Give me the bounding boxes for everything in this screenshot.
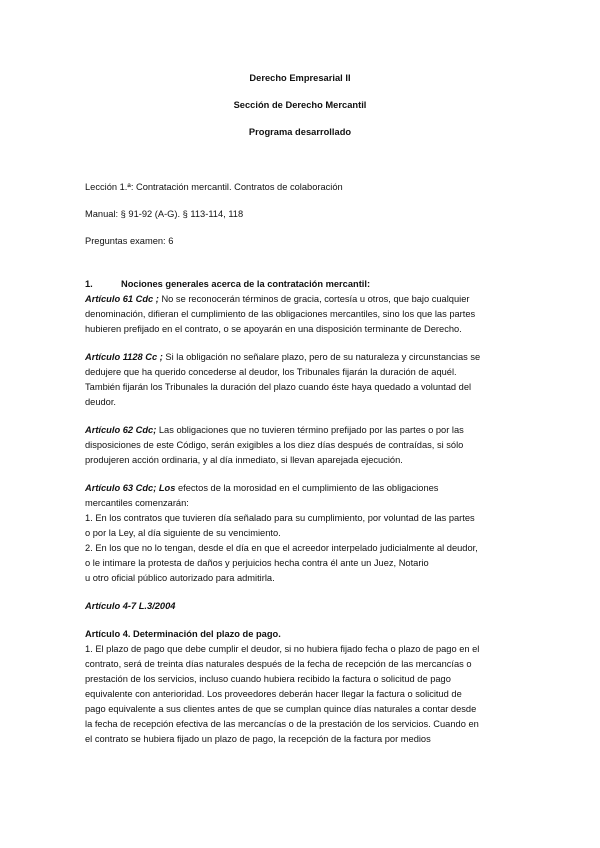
article-line: 2. En los que no lo tengan, desde el día en que el acreedor interpelado judicialmente al deudor, bbox=[85, 543, 478, 553]
article-61 bbox=[85, 292, 515, 337]
article-ref: Artículo 62 Cdc; bbox=[85, 425, 157, 435]
article-line: o por la Ley, al día siguiente de su vencimiento. bbox=[85, 528, 281, 538]
article-line: disposiciones de este Código, serán exigibles a los diez días después de contraídas, si sólo bbox=[85, 440, 464, 450]
article-title: Artículo 4. Determinación del plazo de pago. bbox=[85, 629, 281, 639]
document-subtitle: Sección de Derecho Mercantil bbox=[233, 100, 367, 110]
article-line: prestación de los servicios, incluso cuando hubiera recibido la factura o solicitud de pago bbox=[85, 674, 451, 684]
article-line: denominación, difieran el cumplimiento de las obligaciones mercantiles, sino los que las partes bbox=[85, 309, 476, 319]
section-heading bbox=[85, 277, 515, 292]
article-line: mercantiles comenzarán: bbox=[85, 498, 189, 508]
article-ref: Artículo 1128 Cc ; bbox=[85, 352, 163, 362]
lesson-title: Lección 1.ª: Contratación mercantil. Contratos de colaboración bbox=[85, 182, 343, 192]
article-ref: Artículo 63 Cdc; Los bbox=[85, 483, 176, 493]
article-line: contrato, será de treinta días naturales después de la fecha de recepción de las mercancías o bbox=[85, 659, 472, 669]
article-line: 1. El plazo de pago que debe cumplir el deudor, si no hubiera fijado fecha o plazo de pago en el bbox=[85, 644, 480, 654]
article-line: u otro oficial público autorizado para admitirla. bbox=[85, 573, 275, 583]
document-program: Programa desarrollado bbox=[248, 127, 352, 137]
article-line: la fecha de recepción efectiva de las mercancías o de la prestación de los servicios. Cuando en bbox=[85, 719, 479, 729]
section-number: 1. bbox=[85, 279, 93, 289]
article-line: Artículo 61 Cdc ; No se reconocerán términos de gracia, cortesía u otros, que bajo cualquier bbox=[85, 294, 470, 304]
article-line: produjeren acción ordinaria, y al día inmediato, si llevan aparejada ejecución. bbox=[85, 455, 403, 465]
document-title: Derecho Empresarial II bbox=[249, 73, 351, 83]
section-title: Nociones generales acerca de la contratación mercantil: bbox=[121, 279, 371, 289]
article-63 bbox=[85, 481, 515, 586]
lesson-manual: Manual: § 91-92 (A-G). § 113-114, 118 bbox=[85, 209, 244, 219]
article-line: deudor. bbox=[85, 397, 117, 407]
article-line: equivalente con anterioridad. Los proveedores deberán hacer llegar la factura o solicitud de bbox=[85, 689, 462, 699]
article-ref: Artículo 61 Cdc ; bbox=[85, 294, 159, 304]
article-line: hubieren prefijado en el contrato, o se apoyarán en una disposición terminante de Derecho. bbox=[85, 324, 462, 334]
article-62 bbox=[85, 423, 515, 468]
article-line: dedujere que ha querido concederse al deudor, los Tribunales fijarán la duración de aquél. bbox=[85, 367, 457, 377]
article-1128 bbox=[85, 350, 515, 410]
law-reference: Artículo 4-7 L.3/2004 bbox=[85, 601, 176, 611]
article-4 bbox=[85, 627, 515, 747]
article-line: o le intimare la protesta de daños y perjuicios hecha contra él ante un Juez, Notario bbox=[85, 558, 429, 568]
lesson-questions: Preguntas examen: 6 bbox=[85, 236, 174, 246]
article-line: 1. En los contratos que tuvieren día señalado para su cumplimiento, por voluntad de las partes bbox=[85, 513, 475, 523]
article-line: Artículo 63 Cdc; Los efectos de la morosidad en el cumplimiento de las obligaciones bbox=[85, 483, 439, 493]
article-line: También fijarán los Tribunales la duración del plazo cuando éste haya quedado a voluntad del bbox=[85, 382, 472, 392]
article-line: pago equivalente a sus clientes antes de que se cumplan quince días naturales a contar desde bbox=[85, 704, 477, 714]
article-line: el contrato se hubiera fijado un plazo de pago, la recepción de la factura por medios bbox=[85, 734, 431, 744]
article-line: Artículo 1128 Cc ; Si la obligación no señalare plazo, pero de su naturaleza y circunstancias se bbox=[85, 352, 481, 362]
article-line: Artículo 62 Cdc; Las obligaciones que no tuvieren término prefijado por las partes o por las bbox=[85, 425, 464, 435]
